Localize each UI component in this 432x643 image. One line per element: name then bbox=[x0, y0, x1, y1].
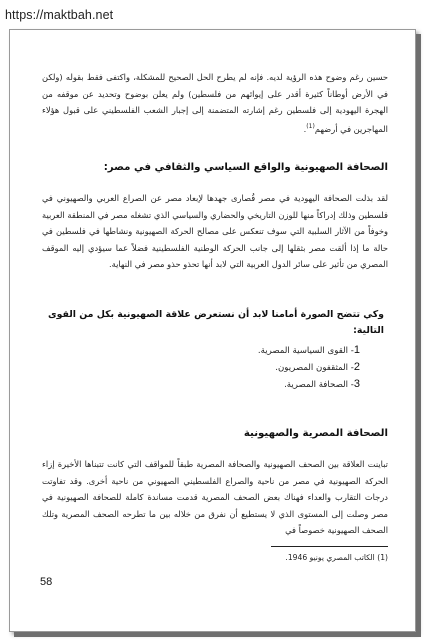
site-url-watermark: https://maktbah.net bbox=[5, 8, 114, 22]
page-number: 58 bbox=[40, 576, 53, 588]
list-item bbox=[160, 359, 360, 376]
list-item bbox=[160, 376, 360, 393]
list-item-number: 1 bbox=[353, 344, 360, 356]
intro-paragraph-text: حسين رغم وضوح هذه الرؤية لديه. فإنه لم يطرح الحل الصحيح للمشكلة، واكتفى فقط بقوله (ولكن في الأرض أوطاناً كثيرة أقدر على إيوائهم من فلسطين) ولم يعلن بوضوح وتحديد عن موقفه من الهجرة اليهودية إلى فلسطين رغم إشارته المتضمنة إلى إجبار الشعب الفلسطيني على قبول هؤلاء المهاجرين في أرضهم bbox=[42, 72, 388, 134]
book-page bbox=[9, 29, 416, 632]
section-heading-press-reality: الصحافة الصهيونية والواقع السياسي والثقافي في مصر: bbox=[103, 162, 388, 173]
list-item-number: 2 bbox=[353, 361, 360, 374]
list-item-label: - المثقفون المصريون. bbox=[275, 363, 354, 374]
section2-paragraph: تباينت العلاقة بين الصحف الصهيونية والصحافة المصرية طبقاً للمواقف التي كانت تتبناها الأخيرة إزاء الحركة الصهيونية في مصر من ناحية والصراع الفلسطيني الصهيوني من ناحية أخرى. وقد تفاوتت درجات التقارب والعداء فهناك بعض الصحف المصرية قدمت مساندة كاملة للصحافة الصهيونية في مصر وصلت إلى المستوى الذي لا يستطيع أن نفرق من خلاله بين ما تطرحه الصحف المصرية وتلك الصحف الصهيونية خصوصاً في bbox=[42, 459, 388, 536]
list-item-number: 3 bbox=[353, 378, 360, 391]
intro-paragraph: حسين رغم وضوح هذه الرؤية لديه. فإنه لم يطرح الحل الصحيح للمشكلة، واكتفى فقط بقوله (ولكن في الأرض أوطاناً كثيرة أقدر على إيوائهم من فلسطين) ولم يعلن بوضوح وتحديد عن موقفه من الهجرة اليهودية إلى فلسطين رغم إشارته المتضمنة إلى إجبار الشعب الفلسطيني على قبول هؤلاء المهاجرين في أرضهم$^{(1)}$. bbox=[42, 72, 388, 134]
list-item-label: - القوى السياسية المصرية. bbox=[257, 346, 354, 356]
section-heading-egyptian-press: الصحافة المصرية والصهيونية bbox=[243, 428, 388, 439]
section1-paragraph: لقد بذلت الصحافة اليهودية في مصر قُصارى جهدها لإبعاد مصر عن الصراع العربي والصهيوني في فلسطين وذلك إدراكاً منها للوزن التاريخي والحضاري والسياسي الذي تشغله مصر في المنطقة العربية وخوفاً من الآثار السلبية التي سوف تنعكس على مصالح الحركة الصهيونية ونشاطها في فلسطين في حالة ما إذا ألقت مصر بثقلها إلى جانب الحركة الوطنية الفلسطينية فضلاً عما سيؤدي إليه الموقف المصري من تأثير على سائر الدول العربية التي لابد أنها تحذو حذو مصر في النهاية. bbox=[42, 193, 388, 270]
list-item-label: - الصحافة المصرية. bbox=[284, 380, 354, 391]
footnote-divider bbox=[271, 546, 388, 547]
list-item bbox=[160, 342, 360, 359]
footnote: (1) الكاتب المصري يونيو 1946. bbox=[285, 553, 388, 562]
forces-list bbox=[160, 342, 360, 394]
intro-footnote-marker: (1) bbox=[306, 122, 315, 130]
section1-subheading: وكي تتضح الصورة أمامنا لابد أن نستعرض علاقة الصهيونية بكل من القوى التالية: bbox=[47, 309, 384, 336]
